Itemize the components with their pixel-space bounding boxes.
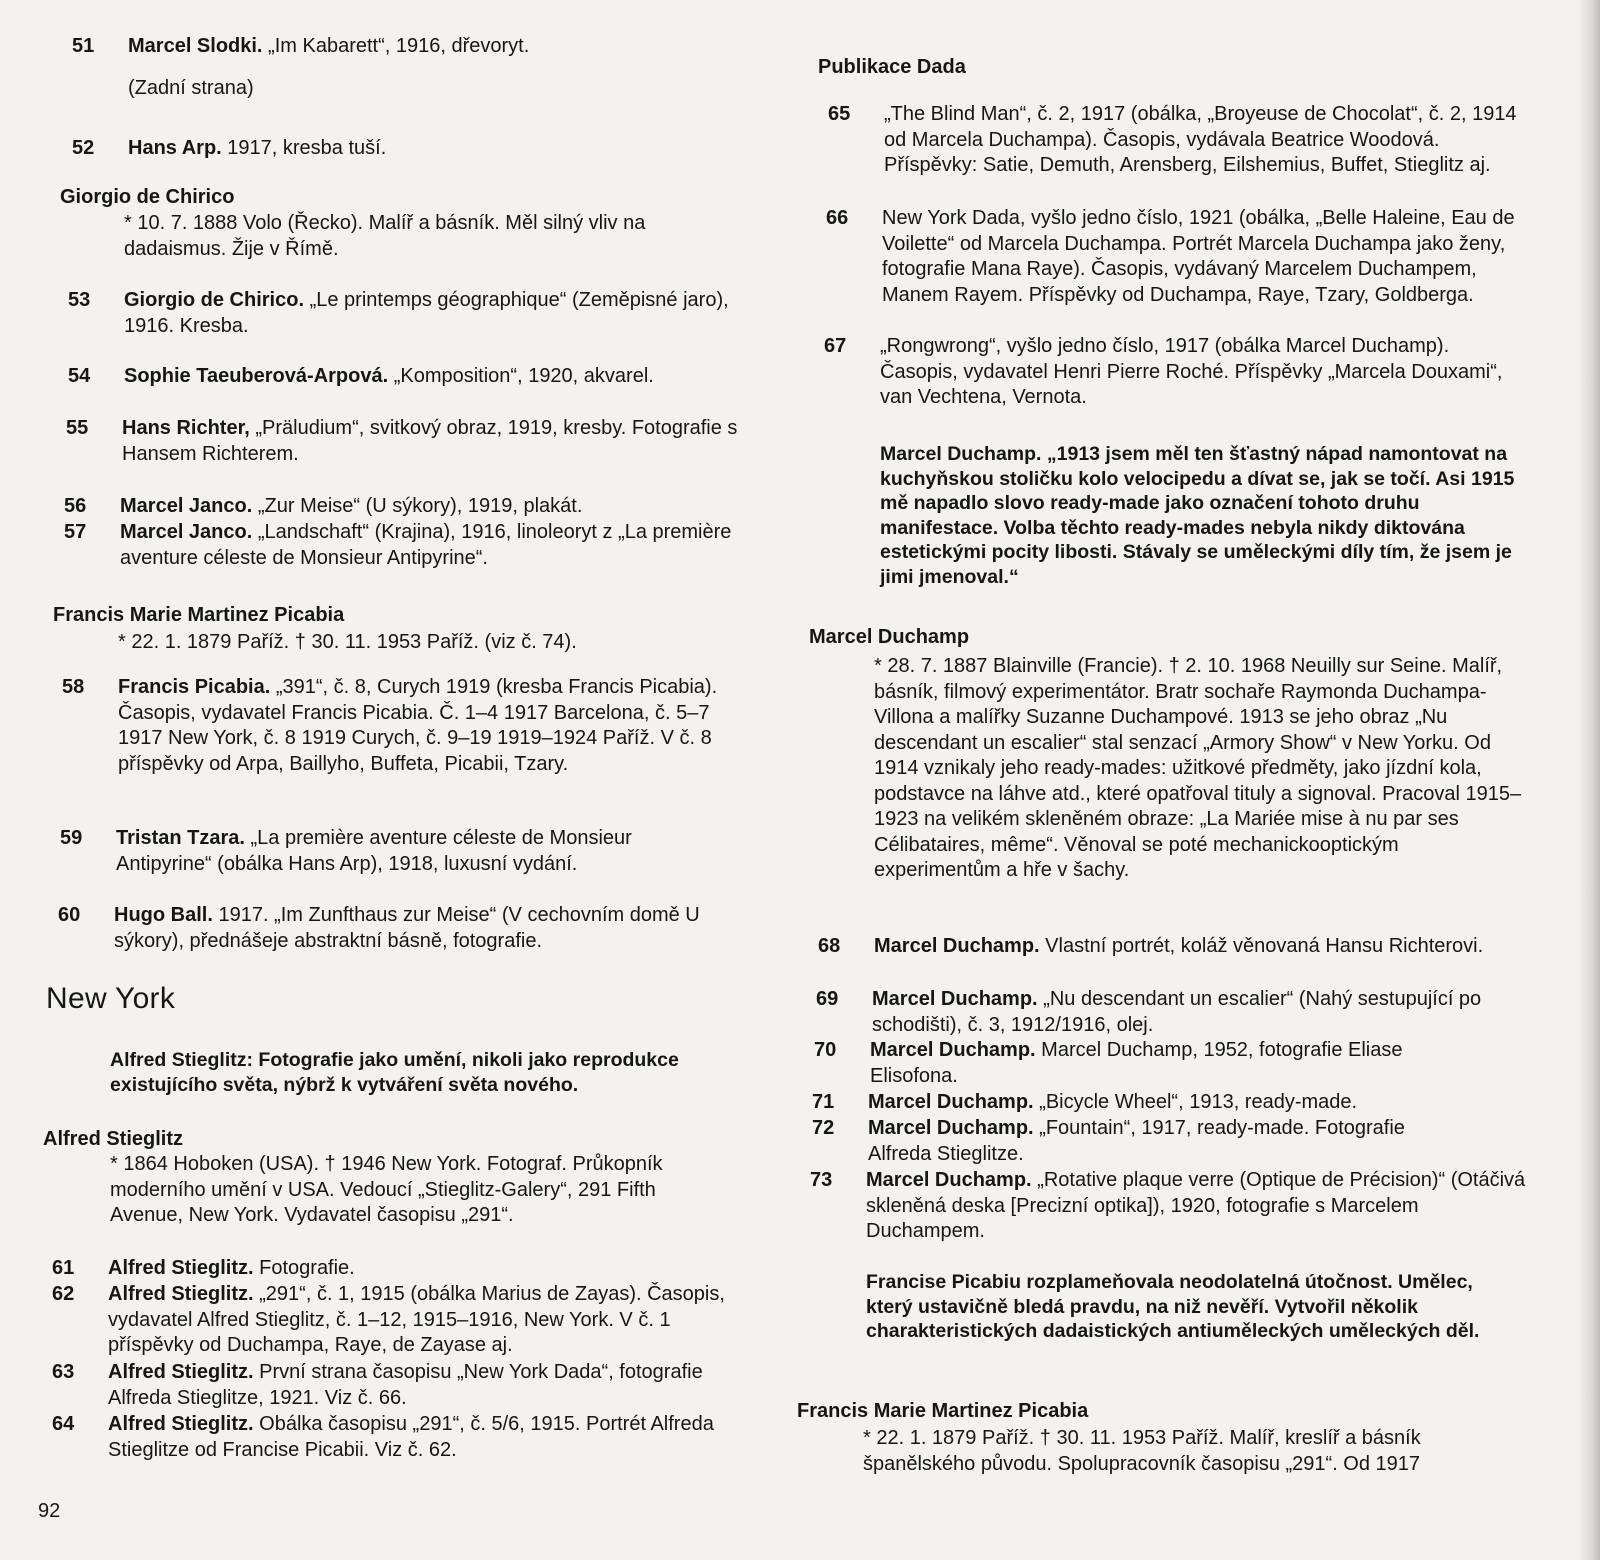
entry-artist: Marcel Duchamp.	[870, 1039, 1036, 1061]
entry-artist: Hans Arp.	[128, 137, 222, 159]
artist-bio-picabia: * 22. 1. 1879 Paříž. † 30. 11. 1953 Paříž. (viz č. 74).	[118, 631, 577, 653]
entry-number: 59	[60, 827, 83, 849]
entry-artist: Hugo Ball.	[114, 904, 213, 926]
artist-heading-duchamp: Marcel Duchamp	[809, 626, 970, 648]
entry-artist: Tristan Tzara.	[116, 827, 245, 849]
catalog-entry-63	[52, 1360, 752, 1411]
catalog-entry-60	[58, 903, 758, 954]
entry-text: Fotografie.	[253, 1257, 355, 1279]
duchamp-quote: Marcel Duchamp. „1913 jsem měl ten šťastný nápad namontovat na kuchyňskou stoličku kolo velocipedu a dívat se, jak se točí. Asi 1915 mě napadlo slovo ready-made jako označení tohoto druhu manifestace. Volba těchto ready-mades nebyla nikdy diktována estetickými pocity libosti. Stávaly se uměleckými díly tím, že jsem je jimi jmenoval.“	[880, 443, 1515, 588]
entry-artist: Marcel Slodki.	[128, 35, 263, 57]
entry-artist: Marcel Duchamp.	[874, 935, 1040, 957]
catalog-entry-69	[816, 987, 1556, 1038]
catalog-entry-73	[810, 1168, 1550, 1245]
page-edge-shadow	[1578, 0, 1600, 1560]
catalog-entry-61	[52, 1256, 752, 1282]
entry-text: 1917. „Im Zunfthaus zur Meise“ (V cechovním domě U sýkory), přednášeje abstraktní básně, fotografie.	[114, 904, 700, 952]
entry-text: 1917, kresba tuší.	[221, 137, 387, 159]
entry-artist: Marcel Duchamp.	[868, 1091, 1034, 1113]
entry-text: „Zur Meise“ (U sýkory), 1919, plakát.	[252, 495, 583, 517]
entry-text: „Komposition“, 1920, akvarel.	[388, 365, 654, 387]
entry-text: „Landschaft“ (Krajina), 1916, linoleoryt z „La première aventure céleste de Monsieur Antipyrine“.	[120, 521, 732, 569]
page-number: 92	[38, 1500, 61, 1522]
entry-number: 73	[810, 1169, 833, 1191]
entry-artist: Marcel Duchamp.	[866, 1169, 1032, 1191]
catalog-entry-64	[52, 1412, 752, 1463]
catalog-entry-58	[62, 675, 762, 777]
entry-text: „Bicycle Wheel“, 1913, ready-made.	[1033, 1091, 1358, 1113]
entry-artist: Alfred Stieglitz.	[108, 1257, 254, 1279]
catalog-entry-65	[828, 102, 1568, 179]
section-title: New York	[46, 982, 176, 1015]
catalog-entry-57	[64, 520, 754, 571]
entry-text: Obálka časopisu „291“, č. 5/6, 1915. Portrét Alfreda Stieglitze od Francise Picabii. Viz č. 62.	[108, 1413, 714, 1461]
entry-artist: Alfred Stieglitz.	[108, 1283, 254, 1305]
artist-bio-stieglitz: * 1864 Hoboken (USA). † 1946 New York. Fotograf. Průkopník moderního umění v USA. Vedoucí „Stieglitz-Galery“, 291 Fifth Avenue, New York. Vydavatel časopisu „291“.	[110, 1153, 663, 1226]
artist-bio-chirico: * 10. 7. 1888 Volo (Řecko). Malíř a básník. Měl silný vliv na dadaismus. Žije v Římě.	[124, 212, 646, 260]
entry-number: 71	[812, 1091, 835, 1113]
artist-heading-picabia-2: Francis Marie Martinez Picabia	[797, 1400, 1089, 1422]
catalog-entry-62	[52, 1282, 752, 1359]
entry-artist: Sophie Taeuberová-Arpová.	[124, 365, 389, 387]
entry-number: 66	[826, 207, 849, 229]
catalog-entry-59	[60, 826, 760, 877]
catalog-entry-51	[72, 34, 772, 101]
entry-text: První strana časopisu „New York Dada“, fotografie Alfreda Stieglitze, 1921. Viz č. 66.	[108, 1361, 703, 1409]
entry-number: 70	[814, 1039, 837, 1061]
catalog-entry-68	[818, 934, 1558, 960]
entry-number: 65	[828, 103, 851, 125]
catalog-entry-56	[64, 494, 764, 520]
entry-artist: Marcel Janco.	[120, 495, 253, 517]
entry-number: 55	[66, 417, 89, 439]
entry-number: 52	[72, 137, 95, 159]
entry-artist: Hans Richter,	[122, 417, 250, 439]
entry-text: „Präludium“, svitkový obraz, 1919, kresby. Fotografie s Hansem Richterem.	[122, 417, 738, 465]
entry-number: 54	[68, 365, 91, 387]
entry-number: 51	[72, 35, 95, 57]
entry-artist: Marcel Janco.	[120, 521, 253, 543]
entry-text: „291“, č. 1, 1915 (obálka Marius de Zayas). Časopis, vydavatel Alfred Stieglitz, č. 1–12, 1915–1916, New York. V č. 1 příspěvky od Duchampa, Raye, de Zayase aj.	[108, 1283, 725, 1356]
catalog-entry-54	[68, 364, 768, 390]
picabia-quote: Francise Picabiu rozplameňovala neodolatelná útočnost. Umělec, který ustavičně bledá pravdu, na niž nevěří. Vytvořil několik charakteristických dadaistických antiuměleckých uměleckých děl.	[866, 1271, 1480, 1342]
entry-text: „Rongwrong“, vyšlo jedno číslo, 1917 (obálka Marcel Duchamp). Časopis, vydavatel Henri Pierre Roché. Příspěvky „Marcela Douxami“, van Vechtena, Vernota.	[880, 335, 1503, 408]
entry-number: 58	[62, 676, 85, 698]
catalog-entry-67	[824, 334, 1564, 411]
entry-text: New York Dada, vyšlo jedno číslo, 1921 (obálka, „Belle Haleine, Eau de Voilette“ od Marcela Duchampa. Portrét Marcela Duchampa jako ženy, fotografie Mana Raye). Časopis, vydávaný Marcelem Duchampem, Manem Rayem. Příspěvky od Duchampa, Raye, Tzary, Goldberga.	[882, 207, 1515, 306]
entry-number: 56	[64, 495, 87, 517]
catalog-entry-70	[814, 1038, 1554, 1089]
entry-text: „Le printemps géographique“ (Zeměpisné jaro), 1916. Kresba.	[124, 289, 729, 337]
entry-artist: Giorgio de Chirico.	[124, 289, 305, 311]
entry-number: 61	[52, 1257, 75, 1279]
artist-heading-picabia: Francis Marie Martinez Picabia	[53, 604, 345, 626]
stieglitz-quote: Alfred Stieglitz: Fotografie jako umění, nikoli jako reprodukce existujícího světa, nýbrž k vytváření světa nového.	[110, 1049, 679, 1096]
entry-number: 72	[812, 1117, 835, 1139]
entry-extra: (Zadní strana)	[128, 76, 254, 99]
catalog-entry-53	[68, 288, 768, 339]
entry-text: „Im Kabarett“, 1916, dřevoryt.	[262, 35, 530, 57]
catalog-entry-52	[72, 136, 772, 162]
entry-text: Marcel Duchamp, 1952, fotografie Eliase Elisofona.	[870, 1039, 1403, 1087]
entry-text: Vlastní portrét, koláž věnovaná Hansu Richterovi.	[1039, 935, 1484, 957]
entry-number: 62	[52, 1283, 75, 1305]
entry-number: 69	[816, 988, 839, 1010]
artist-heading-stieglitz: Alfred Stieglitz	[43, 1128, 184, 1150]
entry-artist: Alfred Stieglitz.	[108, 1413, 254, 1435]
artist-heading-chirico: Giorgio de Chirico	[60, 186, 235, 208]
catalog-entry-71	[812, 1090, 1552, 1116]
entry-text: „La première aventure céleste de Monsieur Antipyrine“ (obálka Hans Arp), 1918, luxusní vydání.	[116, 827, 632, 875]
entry-text: „Nu descendant un escalier“ (Nahý sestupující po schodišti), č. 3, 1912/1916, olej.	[872, 988, 1482, 1036]
artist-bio-picabia-2: * 22. 1. 1879 Paříž. † 30. 11. 1953 Paříž. Malíř, kreslíř a básník španělského původu. Spolupracovník časopisu „291“. Od 1917	[863, 1427, 1421, 1475]
catalog-entry-66	[826, 206, 1566, 308]
entry-number: 63	[52, 1361, 75, 1383]
artist-bio-duchamp: * 28. 7. 1887 Blainville (Francie). † 2. 10. 1968 Neuilly sur Seine. Malíř, básník, filmový experimentátor. Bratr sochaře Raymonda Duchampa-Villona a malířky Suzanne Duchampové. 1913 se jeho obraz „Nu descendant un escalier“ stal senzací „Armory Show“ v New Yorku. Od 1914 vznikaly jeho ready-mades: užitkové předměty, jako jízdní kola, podstavce na láhve atd., které opatřoval tituly a signoval. Pracoval 1915–1923 na velikém skleněném obraze: „La Mariée mise à nu par ses Célibataires, même“. Věnoval se poté mechanickooptickým experimentům a hře v šachy.	[874, 655, 1522, 881]
entry-number: 64	[52, 1413, 75, 1435]
entry-number: 68	[818, 935, 841, 957]
entry-number: 57	[64, 521, 87, 543]
entry-number: 53	[68, 289, 91, 311]
entry-artist: Marcel Duchamp.	[872, 988, 1038, 1010]
publications-heading: Publikace Dada	[818, 56, 966, 78]
entry-artist: Alfred Stieglitz.	[108, 1361, 254, 1383]
catalog-entry-72	[812, 1116, 1552, 1167]
entry-number: 67	[824, 335, 847, 357]
entry-text: „Fountain“, 1917, ready-made. Fotografie Alfreda Stieglitze.	[868, 1117, 1405, 1165]
entry-text: „The Blind Man“, č. 2, 1917 (obálka, „Broyeuse de Chocolat“, č. 2, 1914 od Marcela Duchampa). Časopis, vydávala Beatrice Woodová. Příspěvky: Satie, Demuth, Arensberg, Eilshemius, Buffet, Stieglitz aj.	[884, 103, 1517, 176]
entry-text: „391“, č. 8, Curych 1919 (kresba Francis Picabia). Časopis, vydavatel Francis Picabia. Č. 1–4 1917 Barcelona, č. 5–7 1917 New York, č. 8 1919 Curych, č. 9–19 1919–1924 Paříž. V č. 8 příspěvky od Arpa, Baillyho, Buffeta, Picabii, Tzary.	[118, 676, 718, 775]
entry-number: 60	[58, 904, 81, 926]
catalog-entry-55	[66, 416, 756, 467]
entry-text: „Rotative plaque verre (Optique de Précision)“ (Otáčivá skleněná deska [Precizní optika]), 1920, fotografie s Marcelem Duchampem.	[866, 1169, 1526, 1242]
entry-artist: Francis Picabia.	[118, 676, 271, 698]
entry-artist: Marcel Duchamp.	[868, 1117, 1034, 1139]
